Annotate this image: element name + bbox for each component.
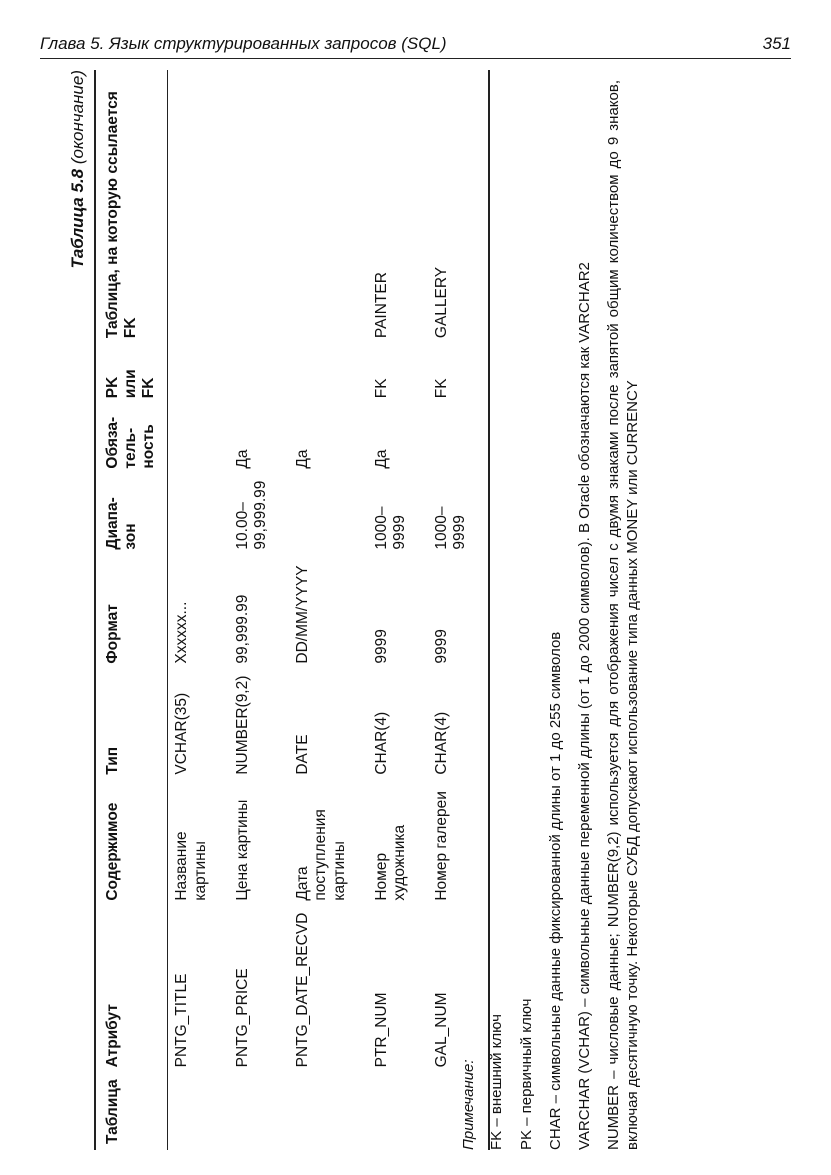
table-cell: DD/MM/YYYY xyxy=(293,565,311,664)
table-cell: CHAR(4) xyxy=(372,711,390,775)
table-cell: Название картины xyxy=(173,831,210,901)
notes-title: Примечание: xyxy=(460,1059,477,1150)
table-cell: CHAR(4) xyxy=(432,711,450,775)
table-cell xyxy=(168,1073,229,1150)
table-cell: 99,999.99 xyxy=(233,594,251,664)
table-cell: Цена картины xyxy=(233,799,251,901)
table-row xyxy=(168,70,229,1150)
note-line: NUMBER – числовые данные; NUMBER(9,2) используется для отображения чисел с двумя знаками после запятой общим количеством до 9 знаков, включая десятичную точку. Некоторые СУБД допускают использование типа данных MONEY или CURRENCY xyxy=(605,80,641,1150)
table-row xyxy=(229,70,289,1150)
rotated-content xyxy=(62,70,712,1150)
table-cell: Xxxxxx... xyxy=(173,601,191,664)
table-cell: 10.00–99,999.99 xyxy=(233,480,270,550)
table-cell: VCHAR(35) xyxy=(173,692,191,775)
column-header: Таблица, на которую ссылается FK xyxy=(104,91,139,339)
table-cell xyxy=(229,1073,289,1150)
running-title: Глава 5. Язык структурированных запросов (SQL) xyxy=(40,34,447,53)
table-cell: Номер художника xyxy=(372,824,409,901)
table-cell: FK xyxy=(432,378,450,399)
table-cell xyxy=(368,1073,428,1150)
table-cell: GAL_NUM xyxy=(432,992,450,1068)
attributes-table xyxy=(94,70,490,1150)
column-header: Обяза-тель-ность xyxy=(104,416,157,469)
column-header: Формат xyxy=(104,604,121,664)
page-header xyxy=(40,28,791,59)
caption-suffix: (окончание) xyxy=(68,70,87,165)
note-line: FK – внешний ключ xyxy=(488,1014,506,1150)
table-notes xyxy=(460,80,653,1150)
note-line: VARCHAR (VCHAR) – символьные данные переменной длины (от 1 до 2000 символов). В Oracle обозначаются как VARCHAR2 xyxy=(576,262,594,1150)
table-cell: 9999 xyxy=(432,629,450,664)
column-header: Таблица xyxy=(104,1079,121,1144)
table-cell: PNTG_DATE_RECVD xyxy=(293,912,311,1068)
table-cell: DATE xyxy=(293,734,311,775)
table-caption xyxy=(68,70,88,269)
table-cell xyxy=(168,70,229,344)
table-cell: Дата поступления картины xyxy=(293,809,348,901)
table-cell: Номер галереи xyxy=(432,791,450,901)
table-cell: PNTG_PRICE xyxy=(233,968,251,1068)
table-cell: GALLERY xyxy=(432,266,450,339)
table-cell xyxy=(168,344,229,404)
table-header-row xyxy=(95,70,168,1150)
table-cell: Да xyxy=(293,449,311,469)
column-header: Содержимое xyxy=(104,802,121,901)
table-cell: FK xyxy=(372,378,390,399)
table-cell: NUMBER(9,2) xyxy=(233,675,251,775)
table-cell xyxy=(289,344,368,404)
table-cell xyxy=(289,70,368,344)
table-cell xyxy=(229,70,289,344)
table-cell: PTR_NUM xyxy=(372,992,390,1068)
table-cell: 9999 xyxy=(372,629,390,664)
column-header: Атрибут xyxy=(104,1004,121,1068)
column-header: PK или FK xyxy=(104,369,157,399)
table-cell: PNTG_TITLE xyxy=(173,973,191,1068)
note-line: PK – первичный ключ xyxy=(517,998,535,1150)
page-number: 351 xyxy=(762,34,791,53)
note-line: CHAR – символьные данные фиксированной длины от 1 до 255 символов xyxy=(546,631,564,1150)
table-cell: Да xyxy=(372,449,390,469)
table-row xyxy=(289,70,368,1150)
table-row xyxy=(368,70,428,1150)
table-cell: 1000–9999 xyxy=(372,506,409,550)
table-cell xyxy=(168,404,229,474)
caption-label: Таблица 5.8 xyxy=(68,168,87,269)
table-cell xyxy=(229,344,289,404)
table-cell xyxy=(168,475,229,556)
table-cell xyxy=(289,1073,368,1150)
column-header: Диапа-зон xyxy=(104,497,139,550)
column-header: Тип xyxy=(104,746,121,775)
table-cell xyxy=(289,475,368,556)
table-cell: PAINTER xyxy=(372,272,390,339)
table-cell: Да xyxy=(233,449,251,469)
table-cell: 1000–9999 xyxy=(432,506,469,550)
